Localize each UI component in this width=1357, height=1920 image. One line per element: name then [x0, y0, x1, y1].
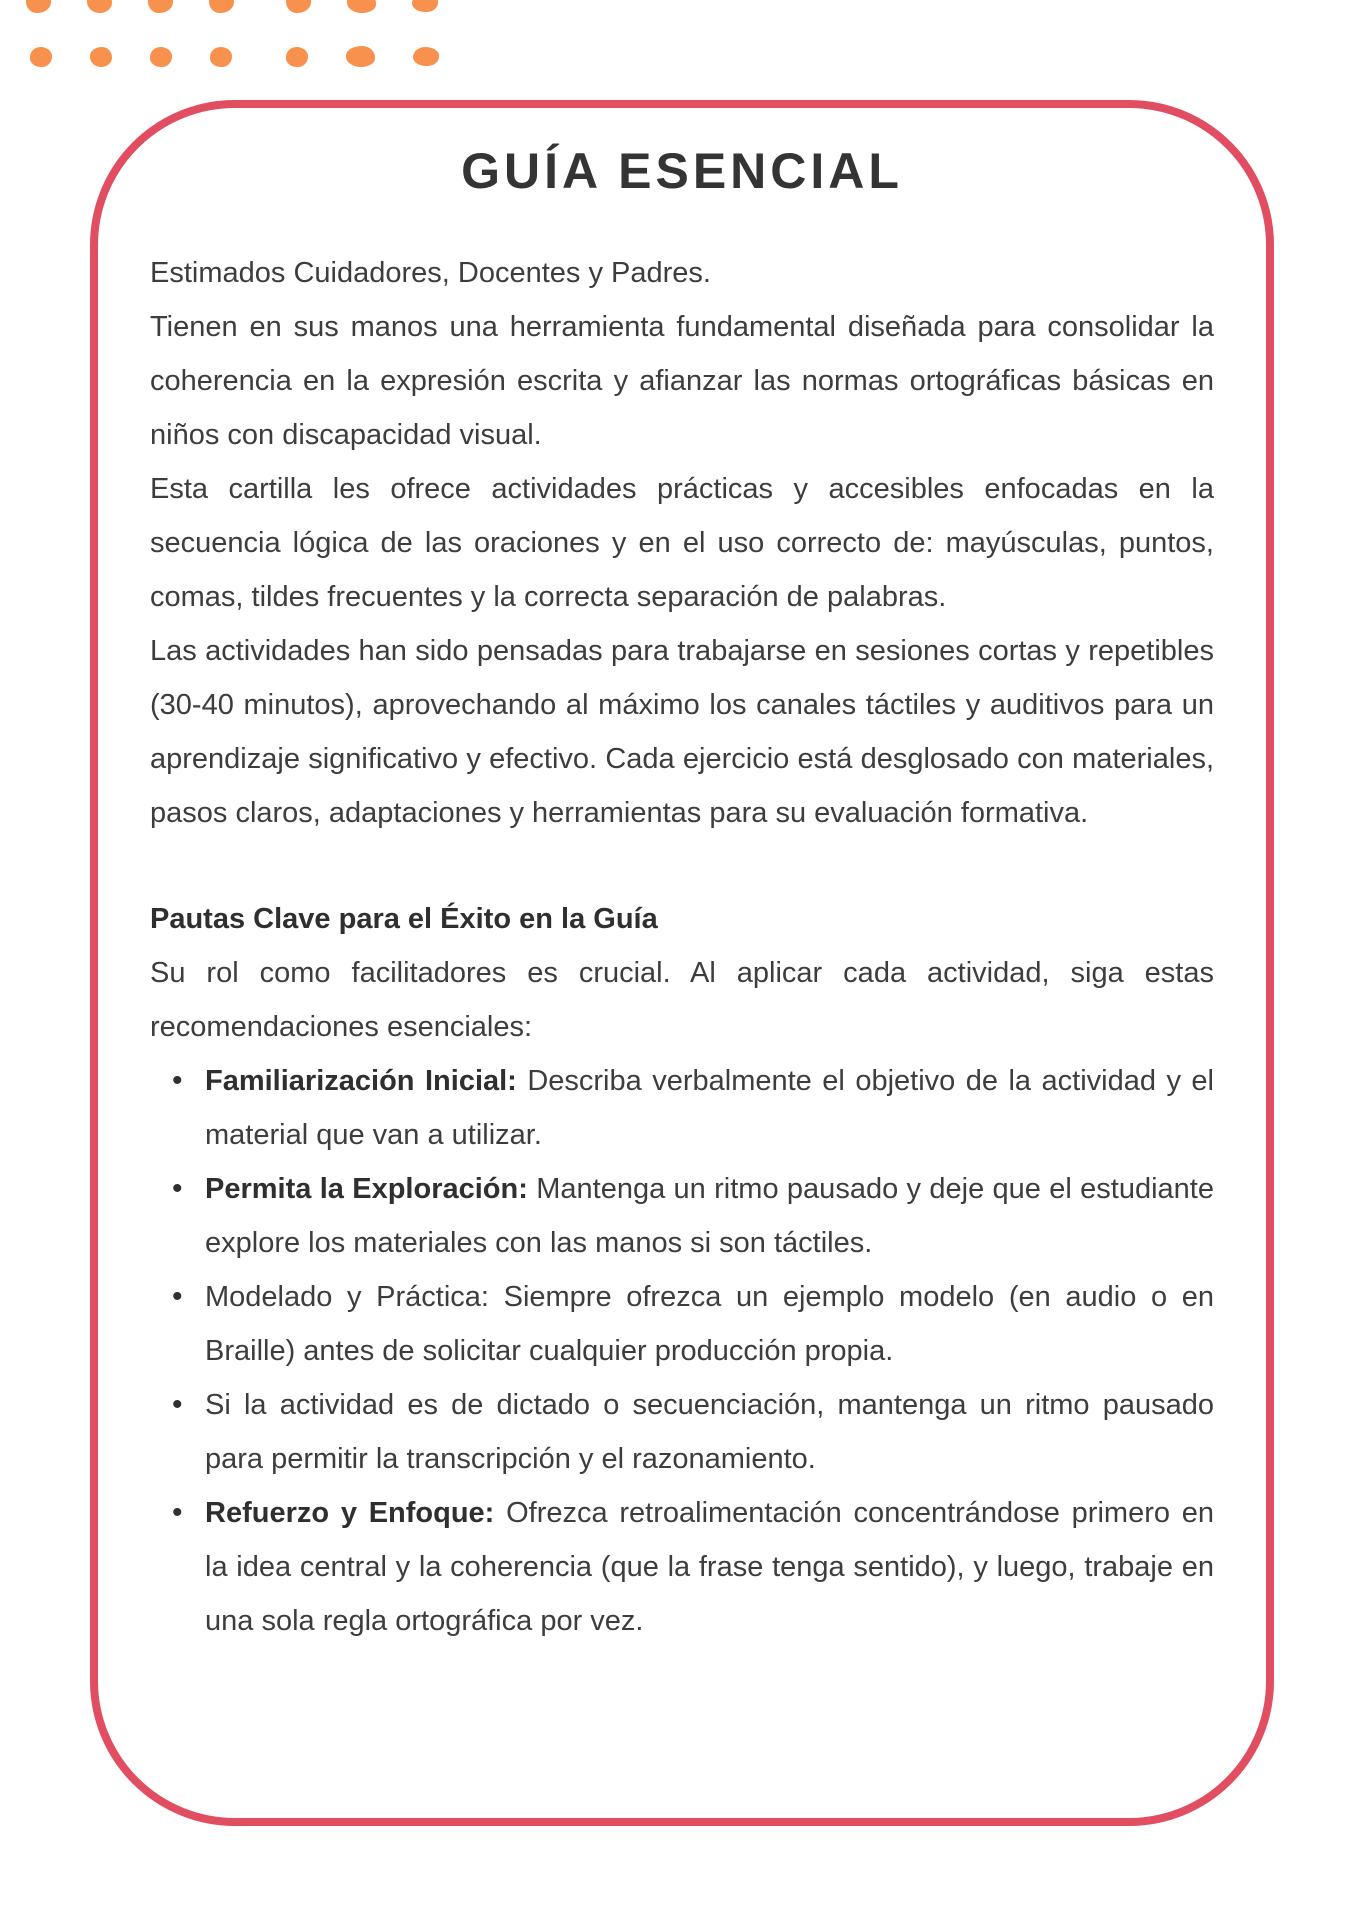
intro-paragraph: Esta cartilla les ofrece actividades prácticas y accesibles enfocadas en la secuencia lógica de las oraciones y en el uso correcto de: mayúsculas, puntos, comas, tildes frecuentes y la correcta separación de palabras. [150, 473, 1214, 613]
orange-dot-icon [87, 0, 112, 13]
guide-card [90, 100, 1274, 1826]
guideline-text: Describa verbalmente el objetivo de la actividad y el material que van a utilizar. [205, 1065, 1214, 1151]
page-title: GUÍA ESENCIAL [461, 143, 903, 199]
guidelines-list [150, 1054, 1214, 1648]
guideline-label: Refuerzo y Enfoque: [205, 1497, 507, 1529]
guideline-text: Si la actividad es de dictado o secuenciación, mantenga un ritmo pausado para permitir la transcripción y el razonamiento. [205, 1389, 1214, 1475]
guideline-item [150, 1270, 1214, 1378]
guideline-item [150, 1162, 1214, 1270]
orange-dot-icon [412, 0, 438, 12]
guide-content [150, 246, 1214, 1648]
intro-paragraph: Tienen en sus manos una herramienta fundamental diseñada para consolidar la coherencia en la expresión escrita y afianzar las normas ortográficas básicas en niños con discapacidad visual. [150, 311, 1214, 451]
orange-dot-icon [26, 0, 51, 13]
section-heading: Pautas Clave para el Éxito en la Guía [150, 903, 658, 935]
orange-dot-icon [210, 47, 232, 67]
orange-dot-icon [150, 47, 172, 67]
guideline-item [150, 1054, 1214, 1162]
dots-decoration-row-top [26, 0, 438, 13]
orange-dot-icon [148, 0, 173, 13]
intro-paragraph: Las actividades han sido pensadas para trabajarse en sesiones cortas y repetibles (30-40 minutos), aprovechando al máximo los canales táctiles y auditivos para un aprendizaje significativo y efectivo. Cada ejercicio está desglosado con materiales, pasos claros, adaptaciones y herramientas para su evaluación formativa. [150, 635, 1214, 829]
guideline-label: Familiarización Inicial: [205, 1065, 528, 1097]
guideline-text: Ofrezca retroalimentación concentrándose primero en la idea central y la coherencia (que la frase tenga sentido), y luego, trabaje en una sola regla ortográfica por vez. [205, 1497, 1214, 1637]
orange-dot-icon [90, 47, 112, 67]
orange-dot-icon [286, 0, 311, 13]
dots-decoration-row-bottom [30, 46, 439, 67]
orange-dot-icon [347, 0, 376, 13]
intro-paragraph: Estimados Cuidadores, Docentes y Padres. [150, 257, 711, 289]
section-lead: Su rol como facilitadores es crucial. Al aplicar cada actividad, siga estas recomendaciones esenciales: [150, 957, 1214, 1043]
guideline-item [150, 1486, 1214, 1648]
guideline-text: Mantenga un ritmo pausado y deje que el estudiante explore los materiales con las manos si son táctiles. [205, 1173, 1214, 1259]
orange-dot-icon [209, 0, 234, 13]
orange-dot-icon [346, 46, 375, 67]
guideline-text: Modelado y Práctica: Siempre ofrezca un ejemplo modelo (en audio o en Braille) antes de solicitar cualquier producción propia. [205, 1281, 1214, 1367]
guideline-label: Permita la Exploración: [205, 1173, 537, 1205]
orange-dot-icon [286, 47, 308, 67]
guideline-item [150, 1378, 1214, 1486]
orange-dot-icon [30, 47, 52, 67]
orange-dot-icon [413, 47, 439, 66]
